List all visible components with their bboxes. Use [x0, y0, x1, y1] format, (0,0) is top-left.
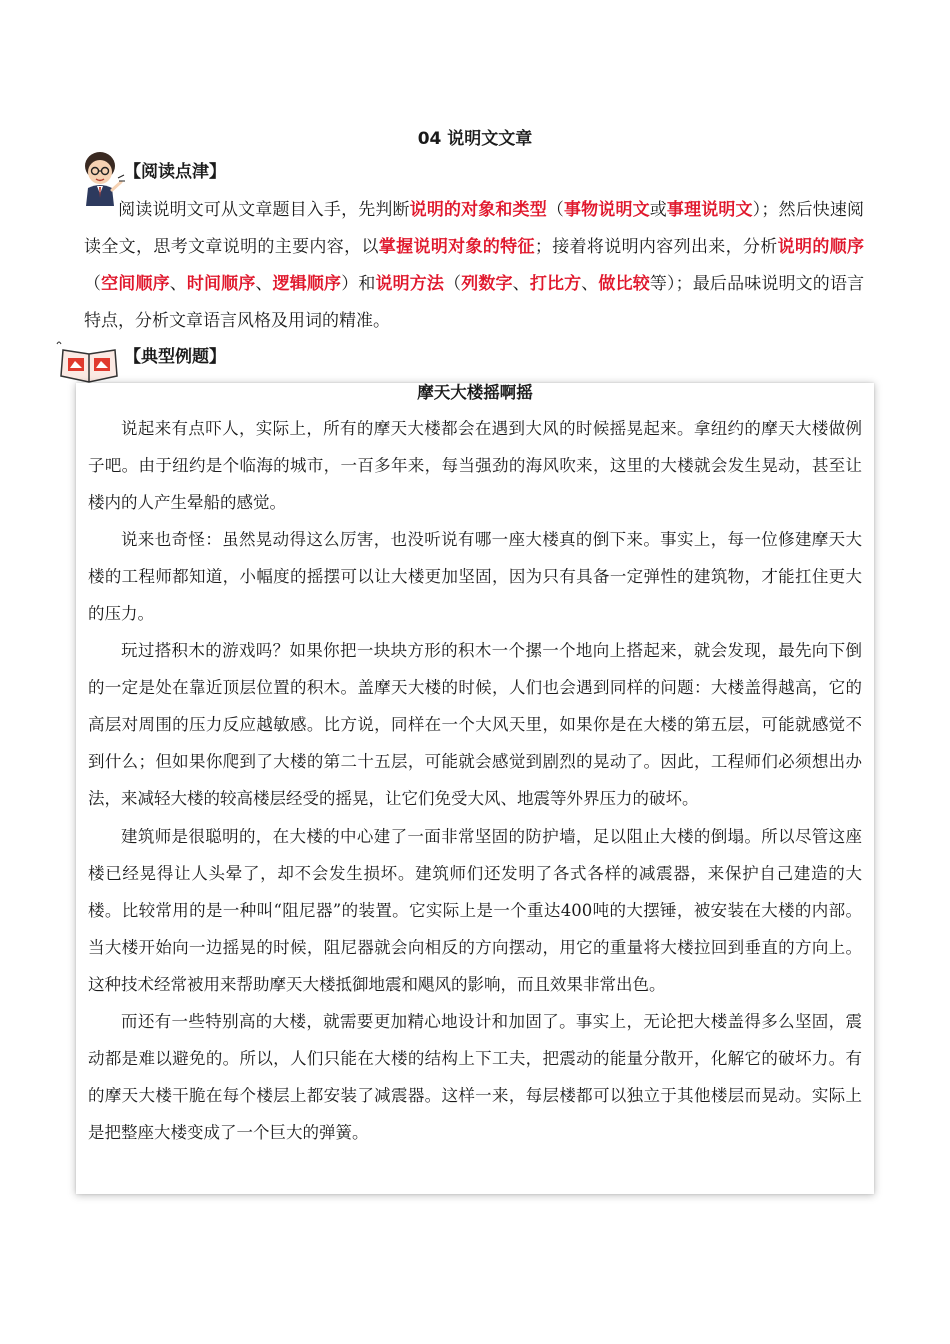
tip-text: 或 [649, 200, 667, 220]
emphasis-term: 事物说明文 [564, 200, 650, 220]
document-title: 04 说明文文章 [417, 129, 533, 149]
tip-text: （ [84, 274, 102, 294]
passage-paragraph: 说起来有点吓人，实际上，所有的摩天大楼都会在遇到大风的时候摇晃起来。拿纽约的摩天大楼做例子吧。由于纽约是个临海的城市，一百多年来，每当强劲的海风吹来，这里的大楼就会发生晃动，甚至让楼内的人产生晕船的感觉。 [88, 419, 862, 512]
emphasis-term: 掌握说明对象的特征 [378, 237, 535, 257]
emphasis-term: 说明的顺序 [777, 237, 865, 257]
emphasis-term: 说明方法 [375, 274, 445, 294]
tip-text: ；接着将说明内容列出来，分析 [534, 237, 778, 257]
tip-text: 等）；最后品味说明文的语言特点，分析文章语言风格及用词的精准。 [84, 274, 865, 331]
tip-text: （ [444, 274, 462, 294]
emphasis-term: 时间顺序 [186, 274, 256, 294]
passage-paragraph: 玩过搭积木的游戏吗？如果你把一块块方形的积木一个摞一个地向上搭起来，就会发现，最先向下倒的一定是处在靠近顶层位置的积木。盖摩天大楼的时候，人们也会遇到同样的问题：大楼盖得越高，它的高层对周围的压力反应越敏感。比方说，同样在一个大风天里，如果你是在大楼的第五层，可能就感觉不到什么；但如果你爬到了大楼的第二十五层，可能就会感觉到剧烈的晃动了。因此，工程师们必须想出办法，来减轻大楼的较高楼层经受的摇晃，让它们免受大风、地震等外界压力的破坏。 [88, 641, 862, 809]
tip-text: 阅读说明文可从文章题目入手，先判断 [118, 200, 410, 220]
emphasis-term: 打比方 [529, 274, 582, 294]
emphasis-term: 说明的对象和类型 [409, 200, 547, 220]
passage-paragraph: 而还有一些特别高的大楼，就需要更加精心地设计和加固了。事实上，无论把大楼盖得多么坚固，震动都是难以避免的。所以，人们只能在大楼的结构上下工夫，把震动的能量分散开，化解它的破坏力。有的摩天大楼干脆在每个楼层上都安装了减震器。这样一来，每层楼都可以独立于其他楼层而晃动。实际上是把整座大楼变成了一个巨大的弹簧。 [88, 1011, 862, 1142]
reading-tips-body [84, 192, 864, 340]
emphasis-term: 空间顺序 [101, 274, 170, 294]
emphasis-term: 逻辑顺序 [272, 274, 342, 294]
emphasis-term: 事理说明文 [666, 200, 753, 220]
emphasis-term: 做比较 [598, 274, 650, 294]
tip-text: （ [546, 200, 565, 220]
tip-text: ）；然后快速阅读全文，思考文章说明的主要内容，以 [84, 200, 865, 257]
example-heading: 【典型例题】 [124, 347, 226, 367]
tip-text: 、 [255, 274, 273, 294]
tip-text: 、 [169, 274, 187, 294]
passage-title: 摩天大楼摇啊摇 [417, 383, 533, 402]
example-passage [88, 378, 862, 1151]
tip-text: 、 [512, 274, 530, 294]
reading-tips-heading: 【阅读点津】 [124, 162, 226, 182]
tip-text: ）和 [341, 274, 376, 294]
passage-paragraph: 说来也奇怪：虽然晃动得这么厉害，也没听说有哪一座大楼真的倒下来。事实上，每一位修建摩天大楼的工程师都知道，小幅度的摇摆可以让大楼更加坚固，因为只有具备一定弹性的建筑物，才能扛住更大的压力。 [88, 530, 862, 624]
tip-text: 、 [581, 274, 599, 294]
emphasis-term: 列数字 [461, 274, 513, 294]
passage-paragraph: 建筑师是很聪明的，在大楼的中心建了一面非常坚固的防护墙，足以阻止大楼的倒塌。所以尽管这座楼已经晃得让人头晕了，却不会发生损坏。建筑师们还发明了各式各样的减震器，来保护自己建造的大楼。比较常用的是一种叫“阻尼器”的装置。它实际上是一个重达400吨的大摆锤，被安装在大楼的内部。当大楼开始向一边摇晃的时候，阻尼器就会向相反的方向摆动，用它的重量将大楼拉回到垂直的方向上。这种技术经常被用来帮助摩天大楼抵御地震和飓风的影响，而且效果非常出色。 [88, 826, 862, 994]
